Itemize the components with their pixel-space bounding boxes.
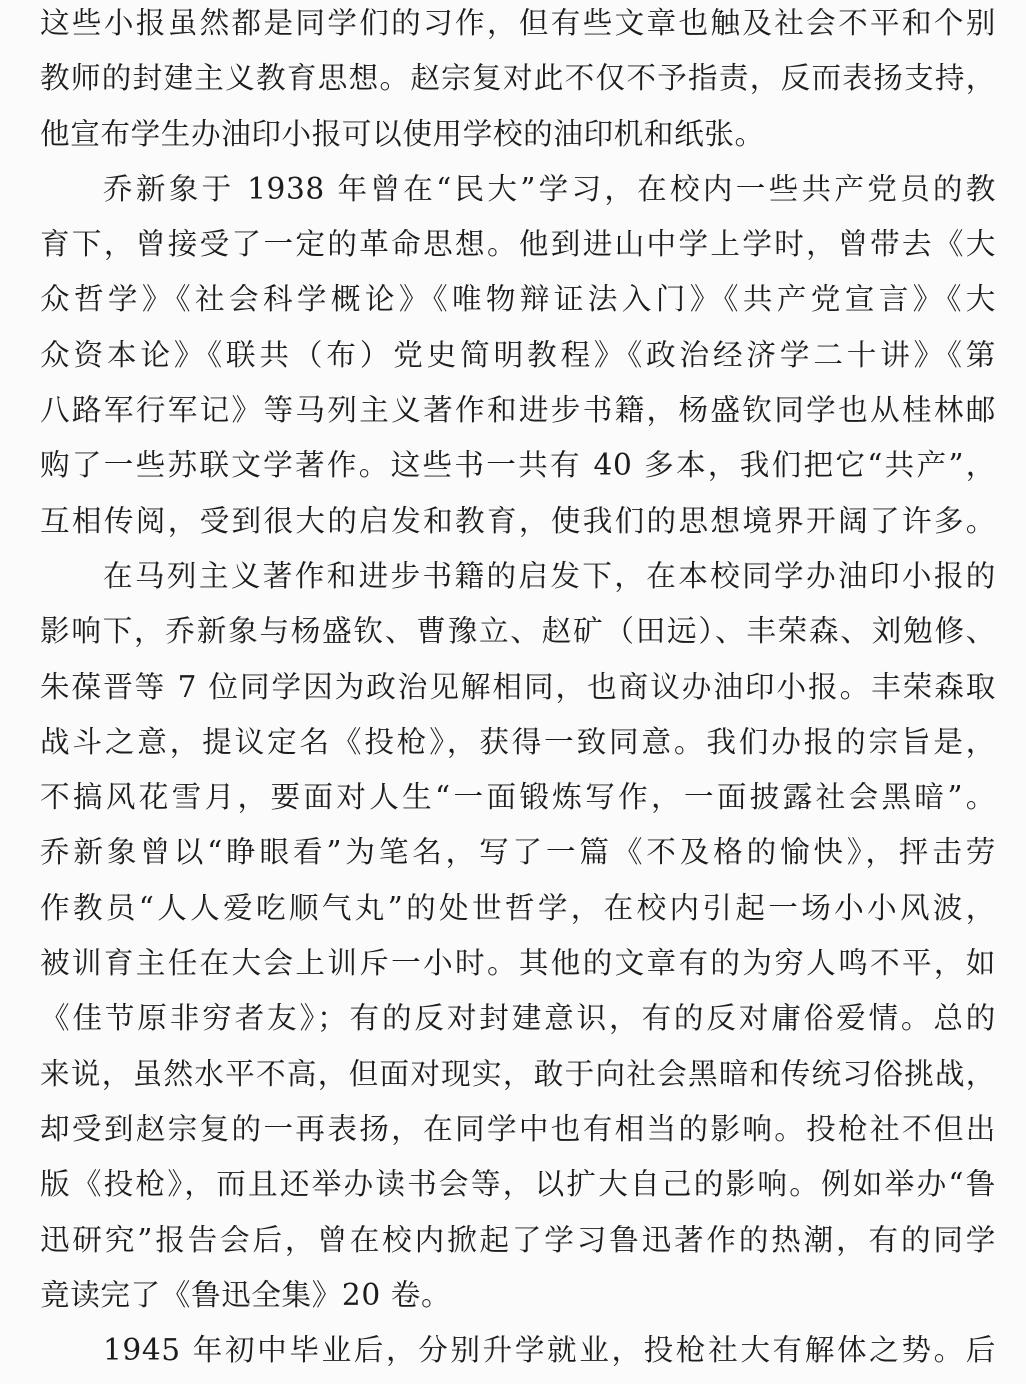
text-line: 竟读完了《鲁迅全集》20 卷。 xyxy=(40,1277,452,1312)
text-line: 《佳节原非穷者友》；有的反对封建意识，有的反对庸俗爱情。总的 xyxy=(40,1001,996,1036)
paragraph-3 xyxy=(40,549,996,1323)
text-line: 乔新象于 1938 年曾在“民大”学习，在校内一些共产党员的教 xyxy=(103,171,996,206)
text-line: 众资本论》《联共（布）党史简明教程》《政治经济学二十讲》《第 xyxy=(40,337,996,372)
text-line: 版《投枪》，而且还举办读书会等，以扩大自己的影响。例如举办“鲁 xyxy=(40,1167,996,1202)
text-line: 来说，虽然水平不高，但面对现实，敢于向社会黑暗和传统习俗挑战， xyxy=(40,1056,996,1091)
text-line: 在马列主义著作和进步书籍的启发下，在本校同学办油印小报的 xyxy=(103,558,996,593)
paragraph-4 xyxy=(40,1323,996,1378)
text-line: 迅研究”报告会后，曾在校内掀起了学习鲁迅著作的热潮，有的同学 xyxy=(40,1222,996,1257)
text-line: 影响下，乔新象与杨盛钦、曹豫立、赵矿（田远）、丰荣森、刘勉修、 xyxy=(40,614,996,649)
paragraph-2 xyxy=(40,162,996,549)
text-line: 乔新象曾以“睁眼看”为笔名，写了一篇《不及格的愉快》，抨击劳 xyxy=(40,835,996,870)
text-line: 育下，曾接受了一定的革命思想。他到进山中学上学时，曾带去《大 xyxy=(40,227,996,262)
text-line: 八路军行军记》等马列主义著作和进步书籍，杨盛钦同学也从桂林邮 xyxy=(40,393,996,428)
text-line: 作教员“人人爱吃顺气丸”的处世哲学，在校内引起一场小小风波， xyxy=(40,890,996,925)
paragraph-1 xyxy=(40,0,996,162)
text-line: 战斗之意，提议定名《投枪》，获得一致同意。我们办报的宗旨是， xyxy=(40,724,996,759)
text-line: 被训育主任在大会上训斥一小时。其他的文章有的为穷人鸣不平，如 xyxy=(40,946,996,981)
text-line: 却受到赵宗复的一再表扬，在同学中也有相当的影响。投枪社不但出 xyxy=(40,1111,996,1146)
text-line: 他宣布学生办油印小报可以使用学校的油印机和纸张。 xyxy=(40,116,765,151)
text-line: 朱葆晋等 7 位同学因为政治见解相同，也商议办油印小报。丰荣森取 xyxy=(40,669,996,704)
text-line: 教师的封建主义教育思想。赵宗复对此不仅不予指责，反而表扬支持， xyxy=(40,61,996,96)
text-line: 这些小报虽然都是同学们的习作，但有些文章也触及社会不平和个别 xyxy=(40,6,996,40)
text-line: 1945 年初中毕业后，分别升学就业，投枪社大有解体之势。后 xyxy=(103,1333,996,1368)
text-line: 互相传阅，受到很大的启发和教育，使我们的思想境界开阔了许多。 xyxy=(40,503,996,538)
text-line: 购了一些苏联文学著作。这些书一共有 40 多本，我们把它“共产”， xyxy=(40,448,996,483)
text-line: 不搞风花雪月，要面对人生“一面锻炼写作，一面披露社会黑暗”。 xyxy=(40,780,996,815)
text-line: 众哲学》《社会科学概论》《唯物辩证法入门》《共产党宣言》《大 xyxy=(40,282,996,317)
